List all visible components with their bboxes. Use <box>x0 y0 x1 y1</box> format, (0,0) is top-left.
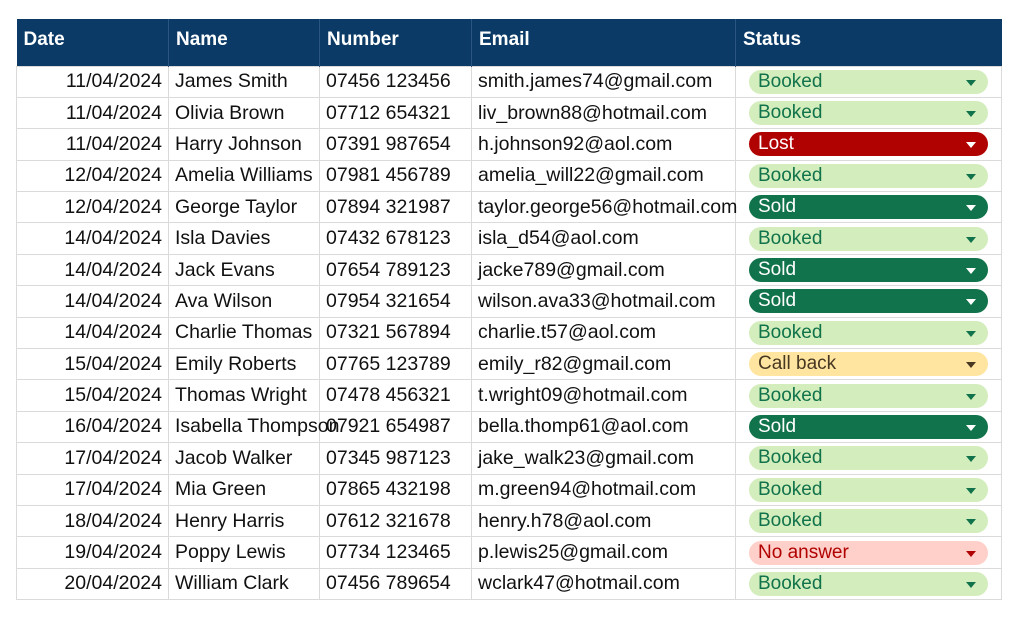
column-header-email[interactable]: Email <box>472 19 736 66</box>
cell-date[interactable]: 16/04/2024 <box>17 411 169 442</box>
table-row <box>17 443 1002 474</box>
cell-status <box>736 537 1002 568</box>
status-label: Lost <box>758 133 794 155</box>
dropdown-arrow-icon[interactable] <box>966 362 976 368</box>
status-dropdown[interactable] <box>749 258 988 282</box>
cell-email[interactable]: wclark47@hotmail.com <box>472 568 736 599</box>
status-label: Booked <box>758 70 823 92</box>
dropdown-arrow-icon[interactable] <box>966 331 976 337</box>
cell-number[interactable]: 07321 567894 <box>320 317 472 348</box>
status-label: Booked <box>758 478 823 500</box>
dropdown-arrow-icon[interactable] <box>966 142 976 148</box>
cell-name[interactable]: Emily Roberts <box>169 349 320 380</box>
cell-name[interactable]: George Taylor <box>169 192 320 223</box>
dropdown-arrow-icon[interactable] <box>966 394 976 400</box>
cell-status <box>736 411 1002 442</box>
table-body <box>17 66 1002 600</box>
cell-email[interactable]: t.wright09@hotmail.com <box>472 380 736 411</box>
column-header-number[interactable]: Number <box>320 19 472 66</box>
table-row <box>17 286 1002 317</box>
cell-status <box>736 97 1002 128</box>
cell-date[interactable]: 14/04/2024 <box>17 254 169 285</box>
table-row <box>17 537 1002 568</box>
status-dropdown[interactable] <box>749 384 988 408</box>
cell-date[interactable]: 12/04/2024 <box>17 160 169 191</box>
cell-number[interactable]: 07456 789654 <box>320 568 472 599</box>
cell-number[interactable]: 07981 456789 <box>320 160 472 191</box>
cell-number[interactable]: 07391 987654 <box>320 129 472 160</box>
cell-status <box>736 317 1002 348</box>
table-row <box>17 380 1002 411</box>
cell-name[interactable]: Charlie Thomas <box>169 317 320 348</box>
cell-email[interactable]: p.lewis25@gmail.com <box>472 537 736 568</box>
dropdown-arrow-icon[interactable] <box>966 551 976 557</box>
cell-date[interactable]: 11/04/2024 <box>17 129 169 160</box>
column-header-name[interactable]: Name <box>169 19 320 66</box>
cell-status <box>736 254 1002 285</box>
cell-number[interactable]: 07712 654321 <box>320 97 472 128</box>
status-label: Booked <box>758 164 823 186</box>
leads-table <box>16 19 1002 600</box>
dropdown-arrow-icon[interactable] <box>966 488 976 494</box>
table-row <box>17 317 1002 348</box>
status-label: Booked <box>758 384 823 406</box>
header-row <box>17 19 1002 66</box>
cell-date[interactable]: 17/04/2024 <box>17 474 169 505</box>
cell-name[interactable]: Thomas Wright <box>169 380 320 411</box>
cell-email[interactable]: charlie.t57@aol.com <box>472 317 736 348</box>
cell-status <box>736 223 1002 254</box>
dropdown-arrow-icon[interactable] <box>966 268 976 274</box>
status-dropdown[interactable] <box>749 478 988 502</box>
status-label: Booked <box>758 510 823 532</box>
cell-name[interactable]: Harry Johnson <box>169 129 320 160</box>
cell-email[interactable]: h.johnson92@aol.com <box>472 129 736 160</box>
cell-email[interactable]: jake_walk23@gmail.com <box>472 443 736 474</box>
status-dropdown[interactable] <box>749 321 988 345</box>
status-label: Booked <box>758 227 823 249</box>
cell-date[interactable]: 14/04/2024 <box>17 223 169 254</box>
status-dropdown[interactable] <box>749 70 988 94</box>
dropdown-arrow-icon[interactable] <box>966 582 976 588</box>
cell-name[interactable]: Mia Green <box>169 474 320 505</box>
table-row <box>17 192 1002 223</box>
status-dropdown[interactable] <box>749 415 988 439</box>
cell-name[interactable]: Amelia Williams <box>169 160 320 191</box>
status-label: Call back <box>758 353 837 375</box>
status-label: Sold <box>758 415 797 437</box>
table-row <box>17 97 1002 128</box>
table-row <box>17 160 1002 191</box>
cell-name[interactable]: Olivia Brown <box>169 97 320 128</box>
cell-email[interactable]: taylor.george56@hotmail.com <box>472 192 736 223</box>
cell-date[interactable]: 11/04/2024 <box>17 97 169 128</box>
status-dropdown[interactable] <box>749 101 988 125</box>
cell-name[interactable]: Poppy Lewis <box>169 537 320 568</box>
dropdown-arrow-icon[interactable] <box>966 425 976 431</box>
cell-number[interactable]: 07654 789123 <box>320 254 472 285</box>
cell-number[interactable]: 07612 321678 <box>320 505 472 536</box>
cell-status <box>736 505 1002 536</box>
dropdown-arrow-icon[interactable] <box>966 237 976 243</box>
cell-email[interactable]: liv_brown88@hotmail.com <box>472 97 736 128</box>
cell-status <box>736 192 1002 223</box>
cell-name[interactable]: James Smith <box>169 66 320 97</box>
cell-email[interactable]: henry.h78@aol.com <box>472 505 736 536</box>
cell-email[interactable]: amelia_will22@gmail.com <box>472 160 736 191</box>
cell-date[interactable]: 15/04/2024 <box>17 380 169 411</box>
cell-email[interactable]: wilson.ava33@hotmail.com <box>472 286 736 317</box>
cell-number[interactable]: 07432 678123 <box>320 223 472 254</box>
cell-email[interactable]: m.green94@hotmail.com <box>472 474 736 505</box>
table-row <box>17 568 1002 599</box>
cell-name[interactable]: Henry Harris <box>169 505 320 536</box>
cell-number[interactable]: 07345 987123 <box>320 443 472 474</box>
status-dropdown[interactable] <box>749 509 988 533</box>
cell-date[interactable]: 12/04/2024 <box>17 192 169 223</box>
cell-status <box>736 380 1002 411</box>
cell-status <box>736 129 1002 160</box>
cell-date[interactable]: 19/04/2024 <box>17 537 169 568</box>
status-dropdown[interactable] <box>749 541 988 565</box>
cell-email[interactable]: jacke789@gmail.com <box>472 254 736 285</box>
dropdown-arrow-icon[interactable] <box>966 80 976 86</box>
cell-date[interactable]: 17/04/2024 <box>17 443 169 474</box>
cell-status <box>736 349 1002 380</box>
cell-number[interactable]: 07921 654987 <box>320 411 472 442</box>
dropdown-arrow-icon[interactable] <box>966 456 976 462</box>
cell-number[interactable]: 07734 123465 <box>320 537 472 568</box>
cell-status <box>736 286 1002 317</box>
table-row <box>17 474 1002 505</box>
dropdown-arrow-icon[interactable] <box>966 174 976 180</box>
status-label: Sold <box>758 290 797 312</box>
status-label: Sold <box>758 196 797 218</box>
cell-name[interactable]: William Clark <box>169 568 320 599</box>
cell-number[interactable]: 07865 432198 <box>320 474 472 505</box>
cell-number[interactable]: 07954 321654 <box>320 286 472 317</box>
cell-date[interactable]: 15/04/2024 <box>17 349 169 380</box>
cell-status <box>736 474 1002 505</box>
dropdown-arrow-icon[interactable] <box>966 205 976 211</box>
column-header-date[interactable]: Date <box>17 19 169 66</box>
cell-status <box>736 66 1002 97</box>
status-dropdown[interactable] <box>749 352 988 376</box>
cell-number[interactable]: 07478 456321 <box>320 380 472 411</box>
table-row <box>17 411 1002 442</box>
cell-email[interactable]: bella.thomp61@aol.com <box>472 411 736 442</box>
status-dropdown[interactable] <box>749 227 988 251</box>
cell-email[interactable]: smith.james74@gmail.com <box>472 66 736 97</box>
cell-email[interactable]: emily_r82@gmail.com <box>472 349 736 380</box>
dropdown-arrow-icon[interactable] <box>966 299 976 305</box>
status-dropdown[interactable] <box>749 195 988 219</box>
table-row <box>17 223 1002 254</box>
status-dropdown[interactable] <box>749 446 988 470</box>
cell-number[interactable]: 07894 321987 <box>320 192 472 223</box>
cell-status <box>736 443 1002 474</box>
cell-name[interactable]: Isabella Thompson <box>169 411 320 442</box>
cell-name[interactable]: Jacob Walker <box>169 443 320 474</box>
cell-date[interactable]: 20/04/2024 <box>17 568 169 599</box>
cell-name[interactable]: Ava Wilson <box>169 286 320 317</box>
cell-date[interactable]: 11/04/2024 <box>17 66 169 97</box>
status-dropdown[interactable] <box>749 132 988 156</box>
dropdown-arrow-icon[interactable] <box>966 519 976 525</box>
status-dropdown[interactable] <box>749 572 988 596</box>
status-label: Booked <box>758 321 823 343</box>
cell-status <box>736 160 1002 191</box>
table-row <box>17 254 1002 285</box>
status-label: No answer <box>758 541 849 563</box>
cell-date[interactable]: 14/04/2024 <box>17 286 169 317</box>
cell-email[interactable]: isla_d54@aol.com <box>472 223 736 254</box>
cell-name[interactable]: Jack Evans <box>169 254 320 285</box>
cell-number[interactable]: 07765 123789 <box>320 349 472 380</box>
table-row <box>17 349 1002 380</box>
status-dropdown[interactable] <box>749 289 988 313</box>
status-dropdown[interactable] <box>749 164 988 188</box>
cell-name[interactable]: Isla Davies <box>169 223 320 254</box>
cell-date[interactable]: 14/04/2024 <box>17 317 169 348</box>
table-row <box>17 505 1002 536</box>
status-label: Sold <box>758 259 797 281</box>
table-row <box>17 129 1002 160</box>
cell-date[interactable]: 18/04/2024 <box>17 505 169 536</box>
status-label: Booked <box>758 447 823 469</box>
column-header-status[interactable]: Status <box>736 19 1002 66</box>
cell-number[interactable]: 07456 123456 <box>320 66 472 97</box>
status-label: Booked <box>758 572 823 594</box>
table-row <box>17 66 1002 97</box>
cell-status <box>736 568 1002 599</box>
dropdown-arrow-icon[interactable] <box>966 111 976 117</box>
status-label: Booked <box>758 102 823 124</box>
